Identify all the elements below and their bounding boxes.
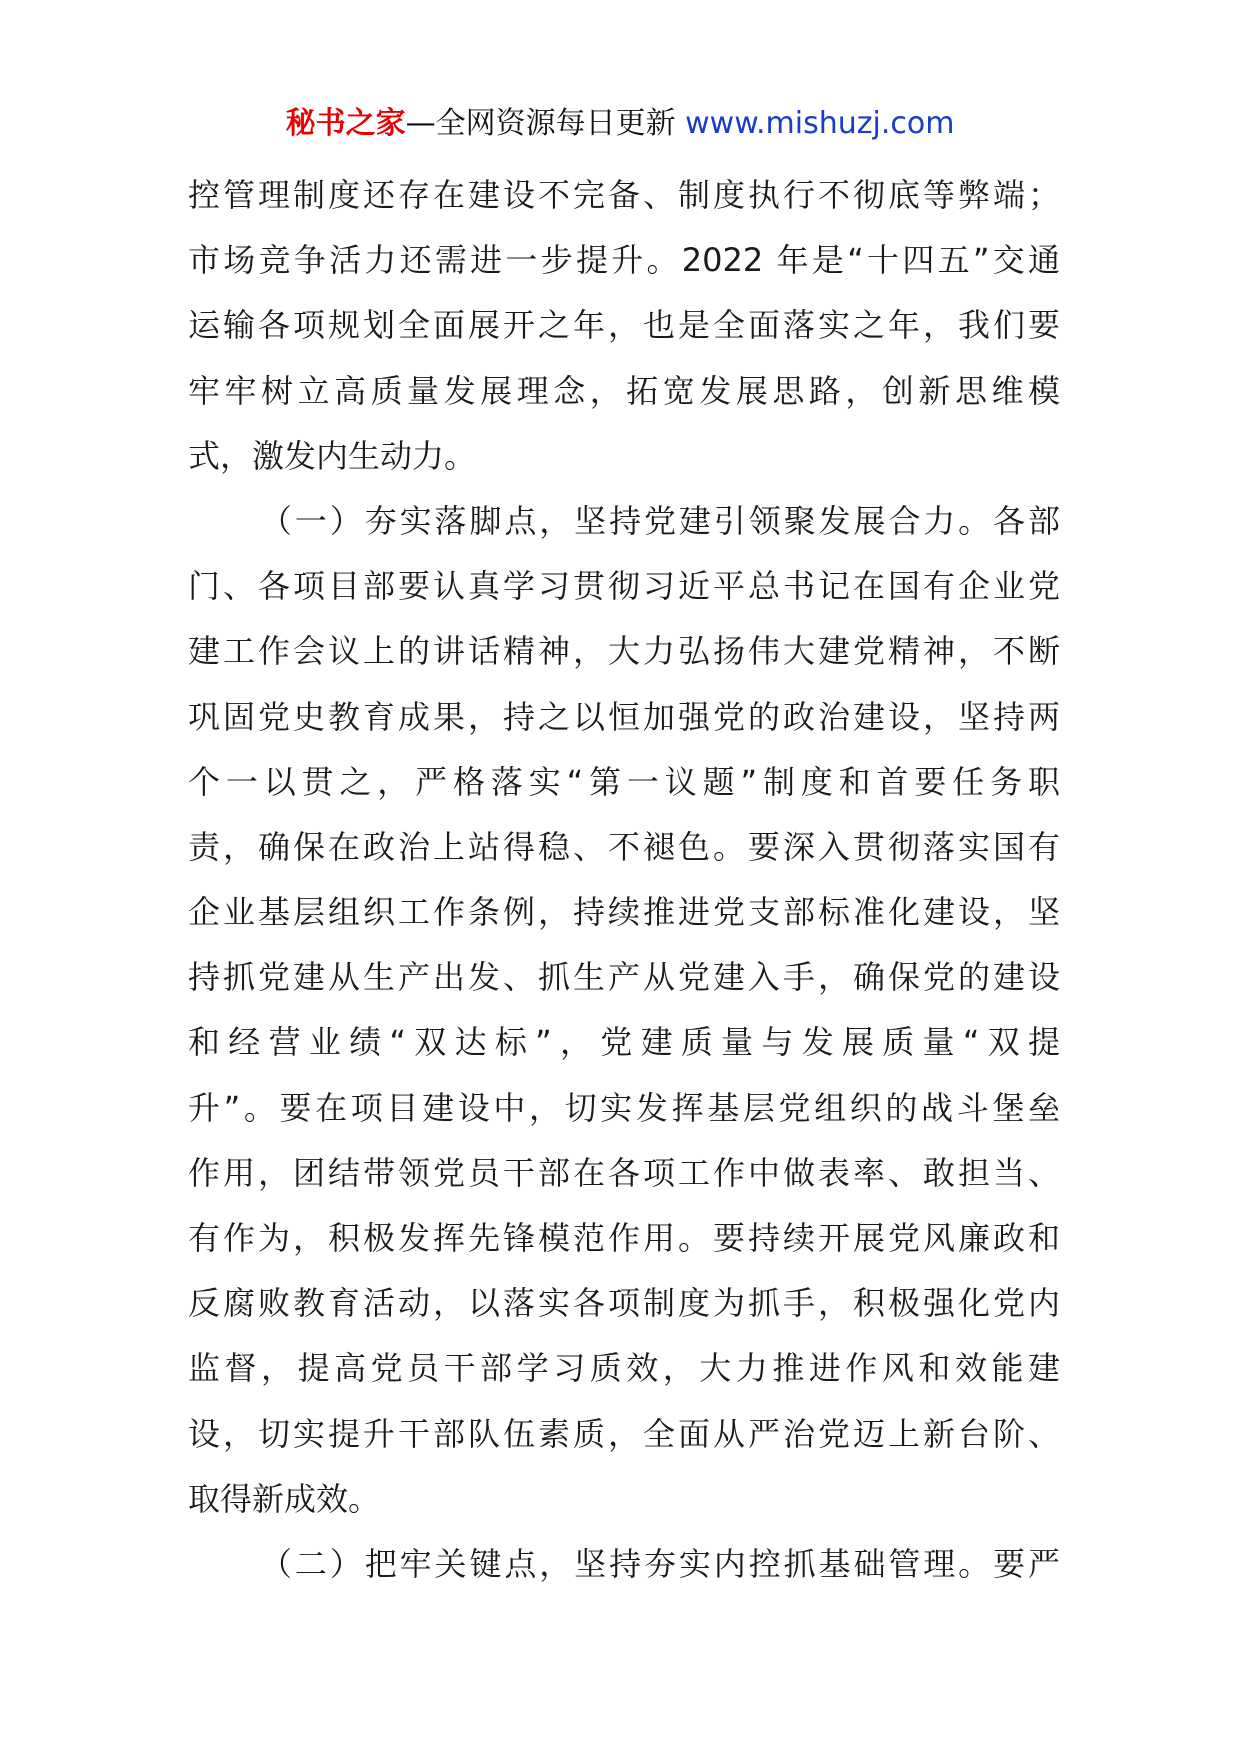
text-line: 持抓党建从生产出发、抓生产从党建入手，确保党的建设	[188, 958, 1060, 997]
text-line: 反腐败教育活动，以落实各项制度为抓手，积极强化党内	[188, 1284, 1060, 1323]
text-line: 有作为，积极发挥先锋模范作用。要持续开展党风廉政和	[188, 1219, 1060, 1257]
text-line: 企业基层组织工作条例，持续推进党支部标准化建设，坚	[188, 893, 1060, 932]
text-line: 监督，提高党员干部学习质效，大力推进作风和效能建	[188, 1349, 1060, 1388]
text-line: 控管理制度还存在建设不完备、制度执行不彻底等弊端；	[188, 176, 1060, 214]
section-heading-line: （一）夯实落脚点，坚持党建引领聚发展合力。各部	[260, 501, 1060, 540]
text-line: 门、各项目部要认真学习贯彻习近平总书记在国有企业党	[188, 567, 1060, 606]
section-heading-line: （二）把牢关键点，坚持夯实内控抓基础管理。要严	[260, 1544, 1060, 1583]
text-line: 升”。要在项目建设中，切实发挥基层党组织的战斗堡垒	[188, 1088, 1060, 1127]
site-url-link[interactable]: www.mishuzj.com	[685, 106, 955, 141]
site-brand: 秘书之家	[285, 106, 406, 141]
document-body	[188, 163, 1060, 1597]
text-line: 巩固党史教育成果，持之以恒加强党的政治建设，坚持两	[188, 697, 1060, 736]
text-line: 牢牢树立高质量发展理念，拓宽发展思路，创新思维模	[188, 371, 1060, 410]
text-line: 市场竞争活力还需进一步提升。2022 年是“十四五”交通	[188, 241, 1060, 280]
site-tagline: —全网资源每日更新	[405, 106, 676, 141]
text-line: 运输各项规划全面展开之年，也是全面落实之年，我们要	[188, 306, 1060, 345]
text-line: 个一以贯之，严格落实“第一议题”制度和首要任务职	[188, 762, 1060, 801]
text-line: 责，确保在政治上站得稳、不褪色。要深入贯彻落实国有	[188, 827, 1060, 866]
text-line: 作用，团结带领党员干部在各项工作中做表率、敢担当、	[188, 1153, 1060, 1192]
text-line: 式，激发内生动力。	[188, 436, 477, 475]
text-line: 设，切实提升干部队伍素质，全面从严治党迈上新台阶、	[188, 1414, 1060, 1453]
site-header	[0, 104, 1240, 144]
text-line: 建工作会议上的讲话精神，大力弘扬伟大建党精神，不断	[188, 632, 1060, 671]
text-line: 取得新成效。	[188, 1479, 381, 1518]
text-line: 和经营业绩“双达标”，党建质量与发展质量“双提	[188, 1023, 1060, 1062]
